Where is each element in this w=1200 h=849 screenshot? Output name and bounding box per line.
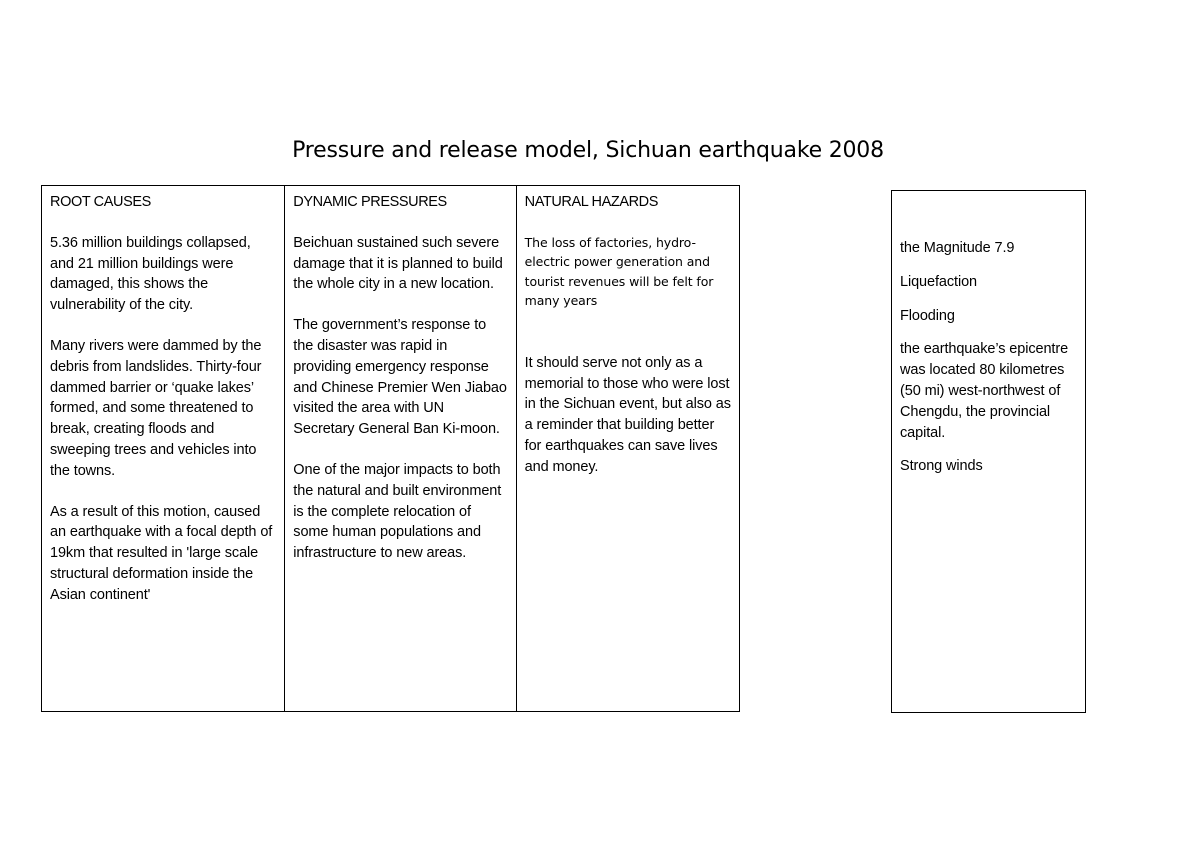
hazard-factor-item: the Magnitude 7.9 [900, 240, 1015, 256]
column-header-root-causes: ROOT CAUSES [50, 194, 151, 210]
column-natural-hazards [517, 185, 739, 711]
hazard-factors-box [891, 190, 1086, 713]
root-causes-paragraph: Many rivers were dammed by the debris from landslides. Thirty-four dammed barrier or ‘quake lakes’ formed, and some threatened to break, creating floods and sweeping trees and vehicles into the towns. [50, 337, 262, 479]
column-header-natural-hazards: NATURAL HAZARDS [524, 194, 659, 210]
natural-hazards-paragraph: It should serve not only as a memorial to those who were lost in the Sichuan event, but also as a reminder that building better for earthquakes can save lives and money. [524, 354, 731, 475]
hazard-factor-item: Strong winds [900, 458, 983, 475]
root-causes-paragraph: As a result of this motion, caused an earthquake with a focal depth of 19km that resulted in 'large scale structural deformation inside the Asian continent' [50, 503, 273, 603]
hazard-factor-item: Flooding [900, 307, 955, 324]
page-title: Pressure and release model, Sichuan earthquake 2008 [292, 138, 884, 163]
par-model-table [41, 185, 740, 712]
hazard-factor-item: the earthquake’s epicentre was located 80 kilometres (50 mi) west-northwest of Chengdu, the provincial capital. [900, 341, 1069, 441]
column-header-dynamic-pressures: DYNAMIC PRESSURES [293, 194, 447, 210]
dynamic-pressures-paragraph: Beichuan sustained such severe damage that it is planned to build the whole city in a new location. [293, 234, 503, 293]
root-causes-paragraph: 5.36 million buildings collapsed, and 21 million buildings were damaged, this shows the vulnerability of the city. [50, 234, 251, 314]
dynamic-pressures-paragraph: One of the major impacts to both the natural and built environment is the complete relocation of some human populations and infrastructure to new areas. [293, 461, 502, 562]
hazard-factor-item: Liquefaction [900, 273, 977, 290]
dynamic-pressures-paragraph: The government’s response to the disaster was rapid in providing emergency response and Chinese Premier Wen Jiabao visited the area with UN Secretary General Ban Ki-moon. [293, 317, 507, 438]
column-dynamic-pressures [285, 185, 516, 711]
natural-hazards-paragraph: The loss of factories, hydro-electric power generation and tourist revenues will be felt for many years [524, 234, 714, 309]
column-root-causes [42, 185, 285, 711]
